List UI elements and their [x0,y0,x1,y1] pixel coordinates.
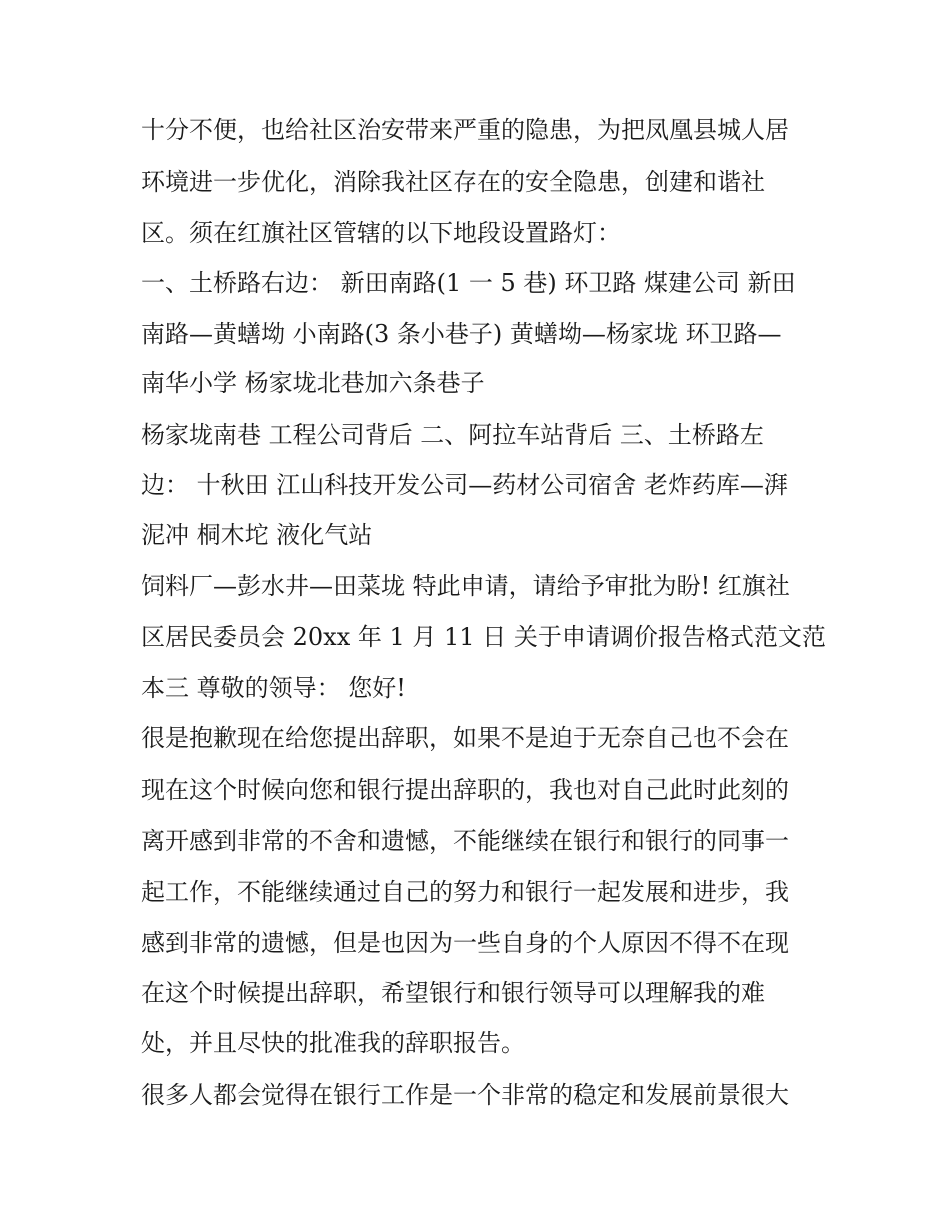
text-line: 本三 尊敬的领导： 您好! [141,674,406,702]
text-line: 起工作，不能继续通过自己的努力和银行一起发展和进步，我 [141,878,789,906]
text-line: 区。须在红旗社区管辖的以下地段设置路灯： [141,219,621,247]
text-line: 饲料厂—彭水井—田菜垅 特此申请，请给予审批为盼! 红旗社 [141,572,790,600]
text-line: 现在这个时候向您和银行提出辞职的，我也对自己此时此刻的 [141,776,789,804]
text-line: 感到非常的遗憾，但是也因为一些自身的个人原因不得不在现 [141,929,789,957]
text-line: 边： 十秋田 江山科技开发公司—药材公司宿舍 老炸药库—湃 [141,471,788,499]
text-line: 南华小学 杨家垅北巷加六条巷子 [141,369,485,397]
text-line: 处，并且尽快的批准我的辞职报告。 [141,1029,525,1057]
text-line: 很多人都会觉得在银行工作是一个非常的稳定和发展前景很大 [141,1081,789,1109]
text-line: 离开感到非常的不舍和遗憾，不能继续在银行和银行的同事一 [141,827,789,855]
text-line: 很是抱歉现在给您提出辞职，如果不是迫于无奈自己也不会在 [141,724,789,752]
text-line: 在这个时候提出辞职，希望银行和银行领导可以理解我的难 [141,979,765,1007]
text-line: 南路—黄蟮坳 小南路(3 条小巷子) 黄蟮坳—杨家垅 环卫路— [141,320,782,348]
text-line: 环境进一步优化，消除我社区存在的安全隐患，创建和谐社 [141,168,765,196]
text-line: 一、土桥路右边： 新田南路(1 一 5 巷) 环卫路 煤建公司 新田 [141,269,796,297]
text-line: 泥冲 桐木坨 液化气站 [141,521,373,549]
text-line: 区居民委员会 20xx 年 1 月 11 日 关于申请调价报告格式范文范 [141,623,826,651]
text-line: 杨家垅南巷 工程公司背后 二、阿拉车站背后 三、土桥路左 [141,421,764,449]
text-line: 十分不便，也给社区治安带来严重的隐患，为把凤凰县城人居 [141,116,789,144]
